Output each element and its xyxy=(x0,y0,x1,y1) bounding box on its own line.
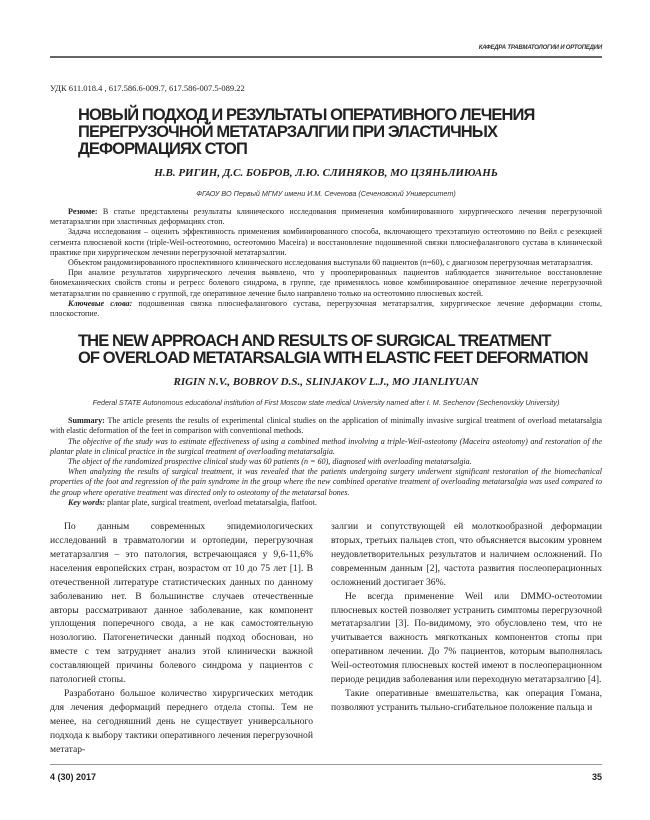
footer-rule xyxy=(50,764,602,765)
abstract-paragraph: The objective of the study was to estimate effectiveness of using a combined method involving a triple-Weil-osteotomy (Maceira osteotomy) and restoration of the plantar plate in clinical practice in the surgical treatment of overloading metatarsalgia. xyxy=(50,436,602,456)
en-title xyxy=(78,333,602,367)
keywords-label: Ключевые слова: xyxy=(68,298,133,308)
abstract-paragraph: Объектом рандомизированного проспективного клинического исследования выступали 60 пациентов (n=60), с диагнозом перегрузочная метатарзалгия. xyxy=(68,258,593,268)
body-paragraph: Не всегда применение Weil или DMMO-остеотомии плюсневых костей позволяет устранить симптомы перегрузочной метатарзалгии [3]. По-видимому, это обусловлено тем, что не учитывается важность мягкотканых компонентов стопы при оперативном лечении. До 7% пациентов, которым выполнялась Weil-остеотомия плюсневых костей имеют в послеоперационном периоде рецидив заболевания или переходную метатарзалгию [4]. xyxy=(331,590,602,686)
keywords-text: plantar plate, surgical treatment, overload metatarsalgia, flatfoot. xyxy=(105,497,317,507)
ru-title-line: НОВЫЙ ПОДХОД И РЕЗУЛЬТАТЫ ОПЕРАТИВНОГО ЛЕЧЕНИЯ xyxy=(78,106,535,124)
udk-code: УДК 611.018.4 , 617.586.6-009.7, 617.586-007.5-089.22 xyxy=(50,83,245,93)
body-paragraph: Такие оперативные вмешательства, как операция Гомана, позволяют устранить тыльно-сгибательное положение пальца и xyxy=(331,687,602,713)
body-column-left xyxy=(50,520,313,756)
abstract-paragraph: When analyzing the results of surgical treatment, it was revealed that the patients undergoing surgery underwent significant restoration of the biomechanical properties of the foot and regression of the pain syndrome in the group where the new combined operative treatment of overloading metatarsalgia was used compared to the group where operative treatment was directed only to osteotomy of the metatarsal bones. xyxy=(50,467,602,497)
page-number: 35 xyxy=(591,772,602,783)
keywords-label: Key words: xyxy=(68,497,106,507)
body-paragraph: Разработано большое количество хирургических методик для лечения деформаций переднего отдела стопы. Тем не менее, на сегодняшний день не существует универсального подхода к выбору тактики оперативного лечения перегрузочной метатар- xyxy=(50,687,313,755)
summary-label: Summary: xyxy=(68,416,105,426)
ru-title xyxy=(78,107,602,158)
en-title-line: THE NEW APPROACH AND RESULTS OF SURGICAL TREATMENT xyxy=(78,332,551,351)
body-paragraph: залгии и сопутствующей ей молоткообразной деформации вторых, третьих пальцев стоп, что объясняется высоким уровнем неудовлетворительных результатов и наличием осложнений. По современным данным [2], частота развития послеоперационных осложнений достигает 36%. xyxy=(331,521,602,588)
ru-authors: Н.В. РИГИН, Д.С. БОБРОВ, Л.Ю. СЛИНЯКОВ, МО ЦЗЯНЬЛИЮАНЬ xyxy=(154,167,498,179)
running-header: КАФЕДРА ТРАВМАТОЛОГИИ И ОРТОПЕДИИ xyxy=(478,45,602,51)
body-paragraph: По данным современных эпидемиологических исследований в травматологии и ортопедии, перегрузочная метатарзалгия – это патология, встречающаяся у 9,6-11,6% населения европейских стран, возрастом от 10 до 75 лет [1]. В отечественной литературе статистических данных по данному заболеванию нет. В большинстве случаев отечественные авторы рассматривают данное заболевание, как компонент уплощения поперечного свода, а не как самостоятельную нозологию. Патогенетически данный подход обоснован, но вместе с тем затрудняет анализ этой клинически важной составляющей причины болевого синдрома у пациентов с патологией стопы. xyxy=(50,521,313,686)
ru-title-line: ДЕФОРМАЦИЯХ СТОП xyxy=(78,140,247,158)
body-columns xyxy=(50,520,602,756)
abstract-paragraph: Задача исследования – оценить эффективность применения комбинированного способа, включающего трехэтапную остеотомию по Вейл с резекцией сегмента плюсневой кости (triple-Weil-остеотомию, остеотомию Maceira) и восстановление подошвенной связки плюснефалангового сустава в клинической практике при хирургическом лечении перегрузочной метатарзалгии. xyxy=(50,227,602,257)
en-title-line: OF OVERLOAD METATARSALGIA WITH ELASTIC FEET DEFORMATION xyxy=(78,349,588,368)
summary-text: В статье представлены результаты клинического исследования применения комбинированного хирургического лечения перегрузочной метатарзалгии при эластичных деформациях стоп. xyxy=(50,207,602,227)
keywords-text: подошвенная связка плюснефалангового сустава, перегрузочная метатарзалгия, хирургическое лечение деформации стопы, плоскостопие. xyxy=(50,298,602,319)
summary-text: The article presents the results of experimental clinical studies on the application of minimally invasive surgical treatment of overload metatarsalgia with elastic deformation of the feet in comparison with conventional methods. xyxy=(50,416,602,436)
en-authors: RIGIN N.V., BOBROV D.S., SLINJAKOV L.J., MO JIANLIYUAN xyxy=(173,376,479,389)
summary-label: Резюме: xyxy=(68,207,98,216)
ru-title-line: ПЕРЕГРУЗОЧНОЙ МЕТАТАРЗАЛГИИ ПРИ ЭЛАСТИЧНЫХ xyxy=(78,123,498,141)
footer xyxy=(50,772,602,783)
header-rule xyxy=(50,56,602,58)
issue-number: 4 (30) 2017 xyxy=(50,772,97,783)
abstract-paragraph: The object of the randomized prospective clinical study was 60 patients (n = 60), diagnosed with overloading metatarsalgia. xyxy=(68,457,472,467)
en-abstract xyxy=(50,416,602,508)
body-column-right xyxy=(331,520,602,756)
en-affiliation: Federal STATE Autonomous educational institution of First Moscow state medical University named after I. M. Sechenov (Sechenovskiy University) xyxy=(92,398,560,408)
ru-abstract xyxy=(50,207,602,319)
ru-affiliation: ФГАОУ ВО Первый МГМУ имени И.М. Сеченова (Сеченовский Университет) xyxy=(196,189,456,198)
abstract-paragraph: При анализе результатов хирургического лечения выявлено, что у прооперированных пациентов наблюдается значительное восстановление биомеханических свойств стопы и регресс болевого синдрома, в группе, где применялось новое комбинированное оперативное лечение перегрузочной метатарзалгии по сравнению с группой, где оперативное лечение было направлено только на остеотомию плюсневых костей. xyxy=(50,268,602,298)
